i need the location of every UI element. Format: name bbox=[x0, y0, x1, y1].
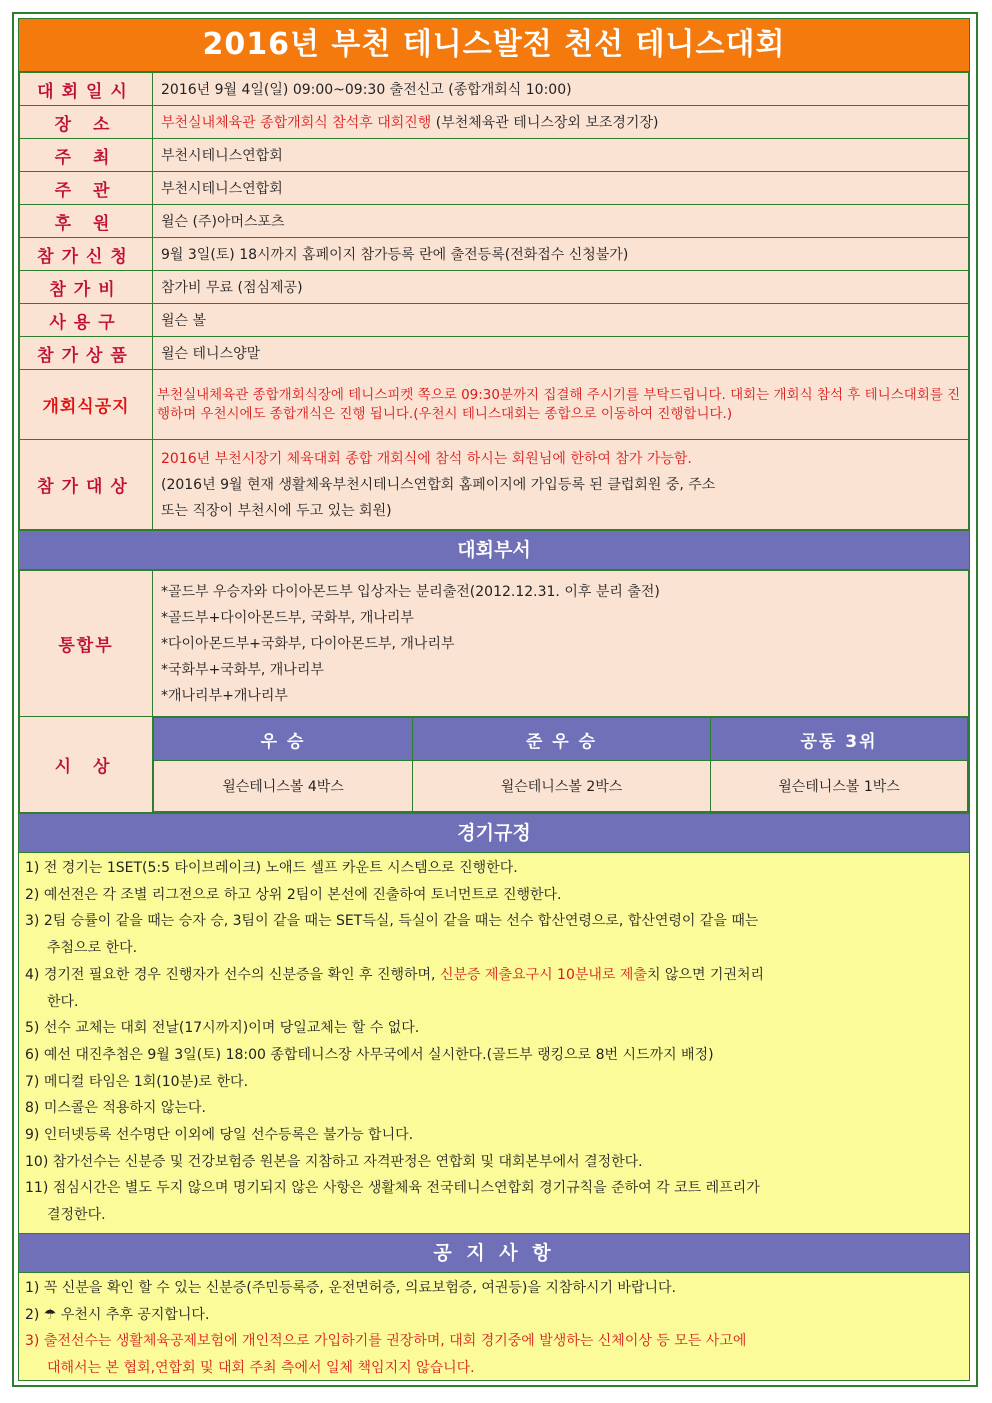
label-eligibility: 참가대상 bbox=[20, 440, 153, 530]
notice-item: 3) 출전선수는 생활체육공제보험에 개인적으로 가입하기를 권장하며, 대회 경기중에 발생하는 신체이상 등 모든 사고에 bbox=[25, 1333, 747, 1350]
award-value-winner: 윌슨테니스볼 4박스 bbox=[154, 761, 413, 812]
notice-item: 1) 꼭 신분을 확인 할 수 있는 신분증(주민등록증, 운전면허증, 의료보험증, 여권등)을 지참하시기 바랍니다. bbox=[25, 1279, 676, 1296]
section-rules: 경기규정 bbox=[19, 813, 969, 853]
info-table bbox=[19, 72, 969, 530]
notice-item: 2) ☂ 우천시 추후 공지합니다. bbox=[25, 1306, 210, 1323]
rule-item: 1) 전 경기는 1SET(5:5 타이브레이크) 노애드 셀프 카운트 시스템으로 진행한다. bbox=[25, 860, 518, 876]
label-organizer: 주 관 bbox=[20, 172, 153, 205]
division-item: *골드부+다이아몬드부, 국화부, 개나리부 bbox=[161, 609, 414, 626]
label-host: 주 최 bbox=[20, 139, 153, 172]
divisions-list bbox=[153, 571, 969, 717]
value-organizer: 부천시테니스연합회 bbox=[153, 172, 969, 205]
division-item: *다이아몬드부+국화부, 다이아몬드부, 개나리부 bbox=[161, 635, 455, 652]
rule-red-text: 신분증 제출요구시 10분내로 제출 bbox=[439, 966, 647, 983]
page-title: 2016년 부천 테니스발전 천선 테니스대회 bbox=[19, 19, 969, 72]
rule-item: 10) 참가선수는 신분증 및 건강보험증 원본을 지참하고 자격판정은 연합회 및 대회본부에서 결정한다. bbox=[25, 1153, 643, 1170]
rule-item: 9) 인터넷등록 선수명단 이외에 당일 선수등록은 불가능 합니다. bbox=[25, 1127, 414, 1144]
section-divisions: 대회부서 bbox=[19, 530, 969, 570]
label-registration: 참가신청 bbox=[20, 238, 153, 271]
award-value-third: 윌슨테니스볼 1박스 bbox=[711, 761, 968, 812]
award-value-runner-up: 윌슨테니스볼 2박스 bbox=[413, 761, 711, 812]
label-fee: 참가비 bbox=[20, 271, 153, 304]
value-prize-goods: 윌슨 테니스양말 bbox=[153, 337, 969, 370]
value-fee: 참가비 무료 (점심제공) bbox=[153, 271, 969, 304]
label-venue: 장 소 bbox=[20, 106, 153, 139]
label-combined: 통합부 bbox=[20, 571, 153, 717]
awards-cell bbox=[153, 717, 969, 813]
division-item: *국화부+국화부, 개나리부 bbox=[161, 661, 324, 678]
document bbox=[18, 18, 970, 1381]
label-awards: 시 상 bbox=[20, 717, 153, 813]
rule-item: 6) 예선 대진추첨은 9월 3일(토) 18:00 종합테니스장 사무국에서 실시한다.(골드부 랭킹으로 8번 시드까지 배정) bbox=[25, 1046, 714, 1063]
award-header-third: 공동 3위 bbox=[711, 718, 968, 761]
award-header-runner-up: 준 우 승 bbox=[413, 718, 711, 761]
label-ball: 사용구 bbox=[20, 304, 153, 337]
value-ball: 윌슨 볼 bbox=[153, 304, 969, 337]
rule-item: 5) 선수 교체는 대회 전날(17시까지)이며 당일교체는 할 수 없다. bbox=[25, 1020, 420, 1037]
rule-item: 8) 미스콜은 적용하지 않는다. bbox=[25, 1100, 206, 1117]
rule-item bbox=[25, 962, 963, 989]
rule-item: 2) 예선전은 각 조별 리그전으로 하고 상위 2팀이 본선에 진출하여 토너먼트로 진행한다. bbox=[25, 886, 562, 903]
section-notices: 공 지 사 항 bbox=[19, 1233, 969, 1273]
value-eligibility bbox=[153, 440, 969, 530]
label-date: 대회일시 bbox=[20, 73, 153, 106]
rule-item-continued: 추첨으로 한다. bbox=[47, 940, 138, 957]
rule-text-after: 치 않으면 기권처리 bbox=[646, 966, 765, 983]
division-item: *개나리부+개나리부 bbox=[161, 687, 288, 704]
rule-item: 11) 점심시간은 별도 두지 않으며 명기되지 않은 사항은 생활체육 전국테니스연합회 경기규칙을 준하여 각 코트 레프리가 bbox=[25, 1180, 760, 1197]
rule-item-continued: 결정한다. bbox=[47, 1207, 106, 1224]
eligibility-line-1: 2016년 부천시장기 체육대회 종합 개회식에 참석 하시는 회원님에 한하여 참가 가능함. bbox=[161, 450, 692, 467]
notice-item-continued: 대해서는 본 협회,연합회 및 대회 주최 측에서 일체 책임지지 않습니다. bbox=[47, 1359, 475, 1376]
division-item: *골드부 우승자와 다이아몬드부 입상자는 분리출전(2012.12.31. 이후 분리 출전) bbox=[161, 583, 660, 600]
rules-list bbox=[19, 853, 969, 1233]
value-date: 2016년 9월 4일(일) 09:00~09:30 출전신고 (종합개회식 10:00) bbox=[153, 73, 969, 106]
rule-item: 7) 메디컬 타임은 1회(10분)로 한다. bbox=[25, 1073, 249, 1090]
label-prize-goods: 참가상품 bbox=[20, 337, 153, 370]
value-opening-notice: 부천실내체육관 종합개회식장에 테니스피켓 쪽으로 09:30분까지 집결해 주시기를 부탁드립니다. 대회는 개회식 참석 후 테니스대회를 진행하며 우천시에도 종합개식은 진행 됩니다.(우천시 테니스대회는 종합으로 이동하여 진행합니다.) bbox=[153, 370, 969, 440]
rule-text: 4) 경기전 필요한 경우 진행자가 선수의 신분증을 확인 후 진행하며, bbox=[25, 966, 440, 983]
eligibility-line-3: 또는 직장이 부천시에 두고 있는 회원) bbox=[161, 502, 392, 519]
rule-item-continued: 한다. bbox=[47, 993, 79, 1010]
value-registration: 9월 3일(토) 18시까지 홈페이지 참가등록 란에 출전등록(전화접수 신청불가) bbox=[153, 238, 969, 271]
rule-item: 3) 2팀 승률이 같을 때는 승자 승, 3팀이 같을 때는 SET득실, 득실이 같을 때는 선수 합산연령으로, 합산연령이 같을 때는 bbox=[25, 913, 759, 930]
awards-table bbox=[153, 717, 968, 812]
label-sponsor: 후 원 bbox=[20, 205, 153, 238]
venue-text: (부천체육관 테니스장외 보조경기장) bbox=[431, 115, 659, 131]
eligibility-line-2: (2016년 9월 현재 생활체육부천시테니스연합회 홈페이지에 가입등록 된 클럽회원 중, 주소 bbox=[161, 476, 716, 493]
venue-red-text: 부천실내체육관 종합개회식 참석후 대회진행 bbox=[161, 115, 432, 131]
notices-list bbox=[19, 1273, 969, 1381]
divisions-table bbox=[19, 570, 969, 813]
label-opening-notice: 개회식공지 bbox=[20, 370, 153, 440]
value-host: 부천시테니스연합회 bbox=[153, 139, 969, 172]
award-header-winner: 우 승 bbox=[154, 718, 413, 761]
value-sponsor: 윌슨 (주)아머스포츠 bbox=[153, 205, 969, 238]
value-venue bbox=[153, 106, 969, 139]
